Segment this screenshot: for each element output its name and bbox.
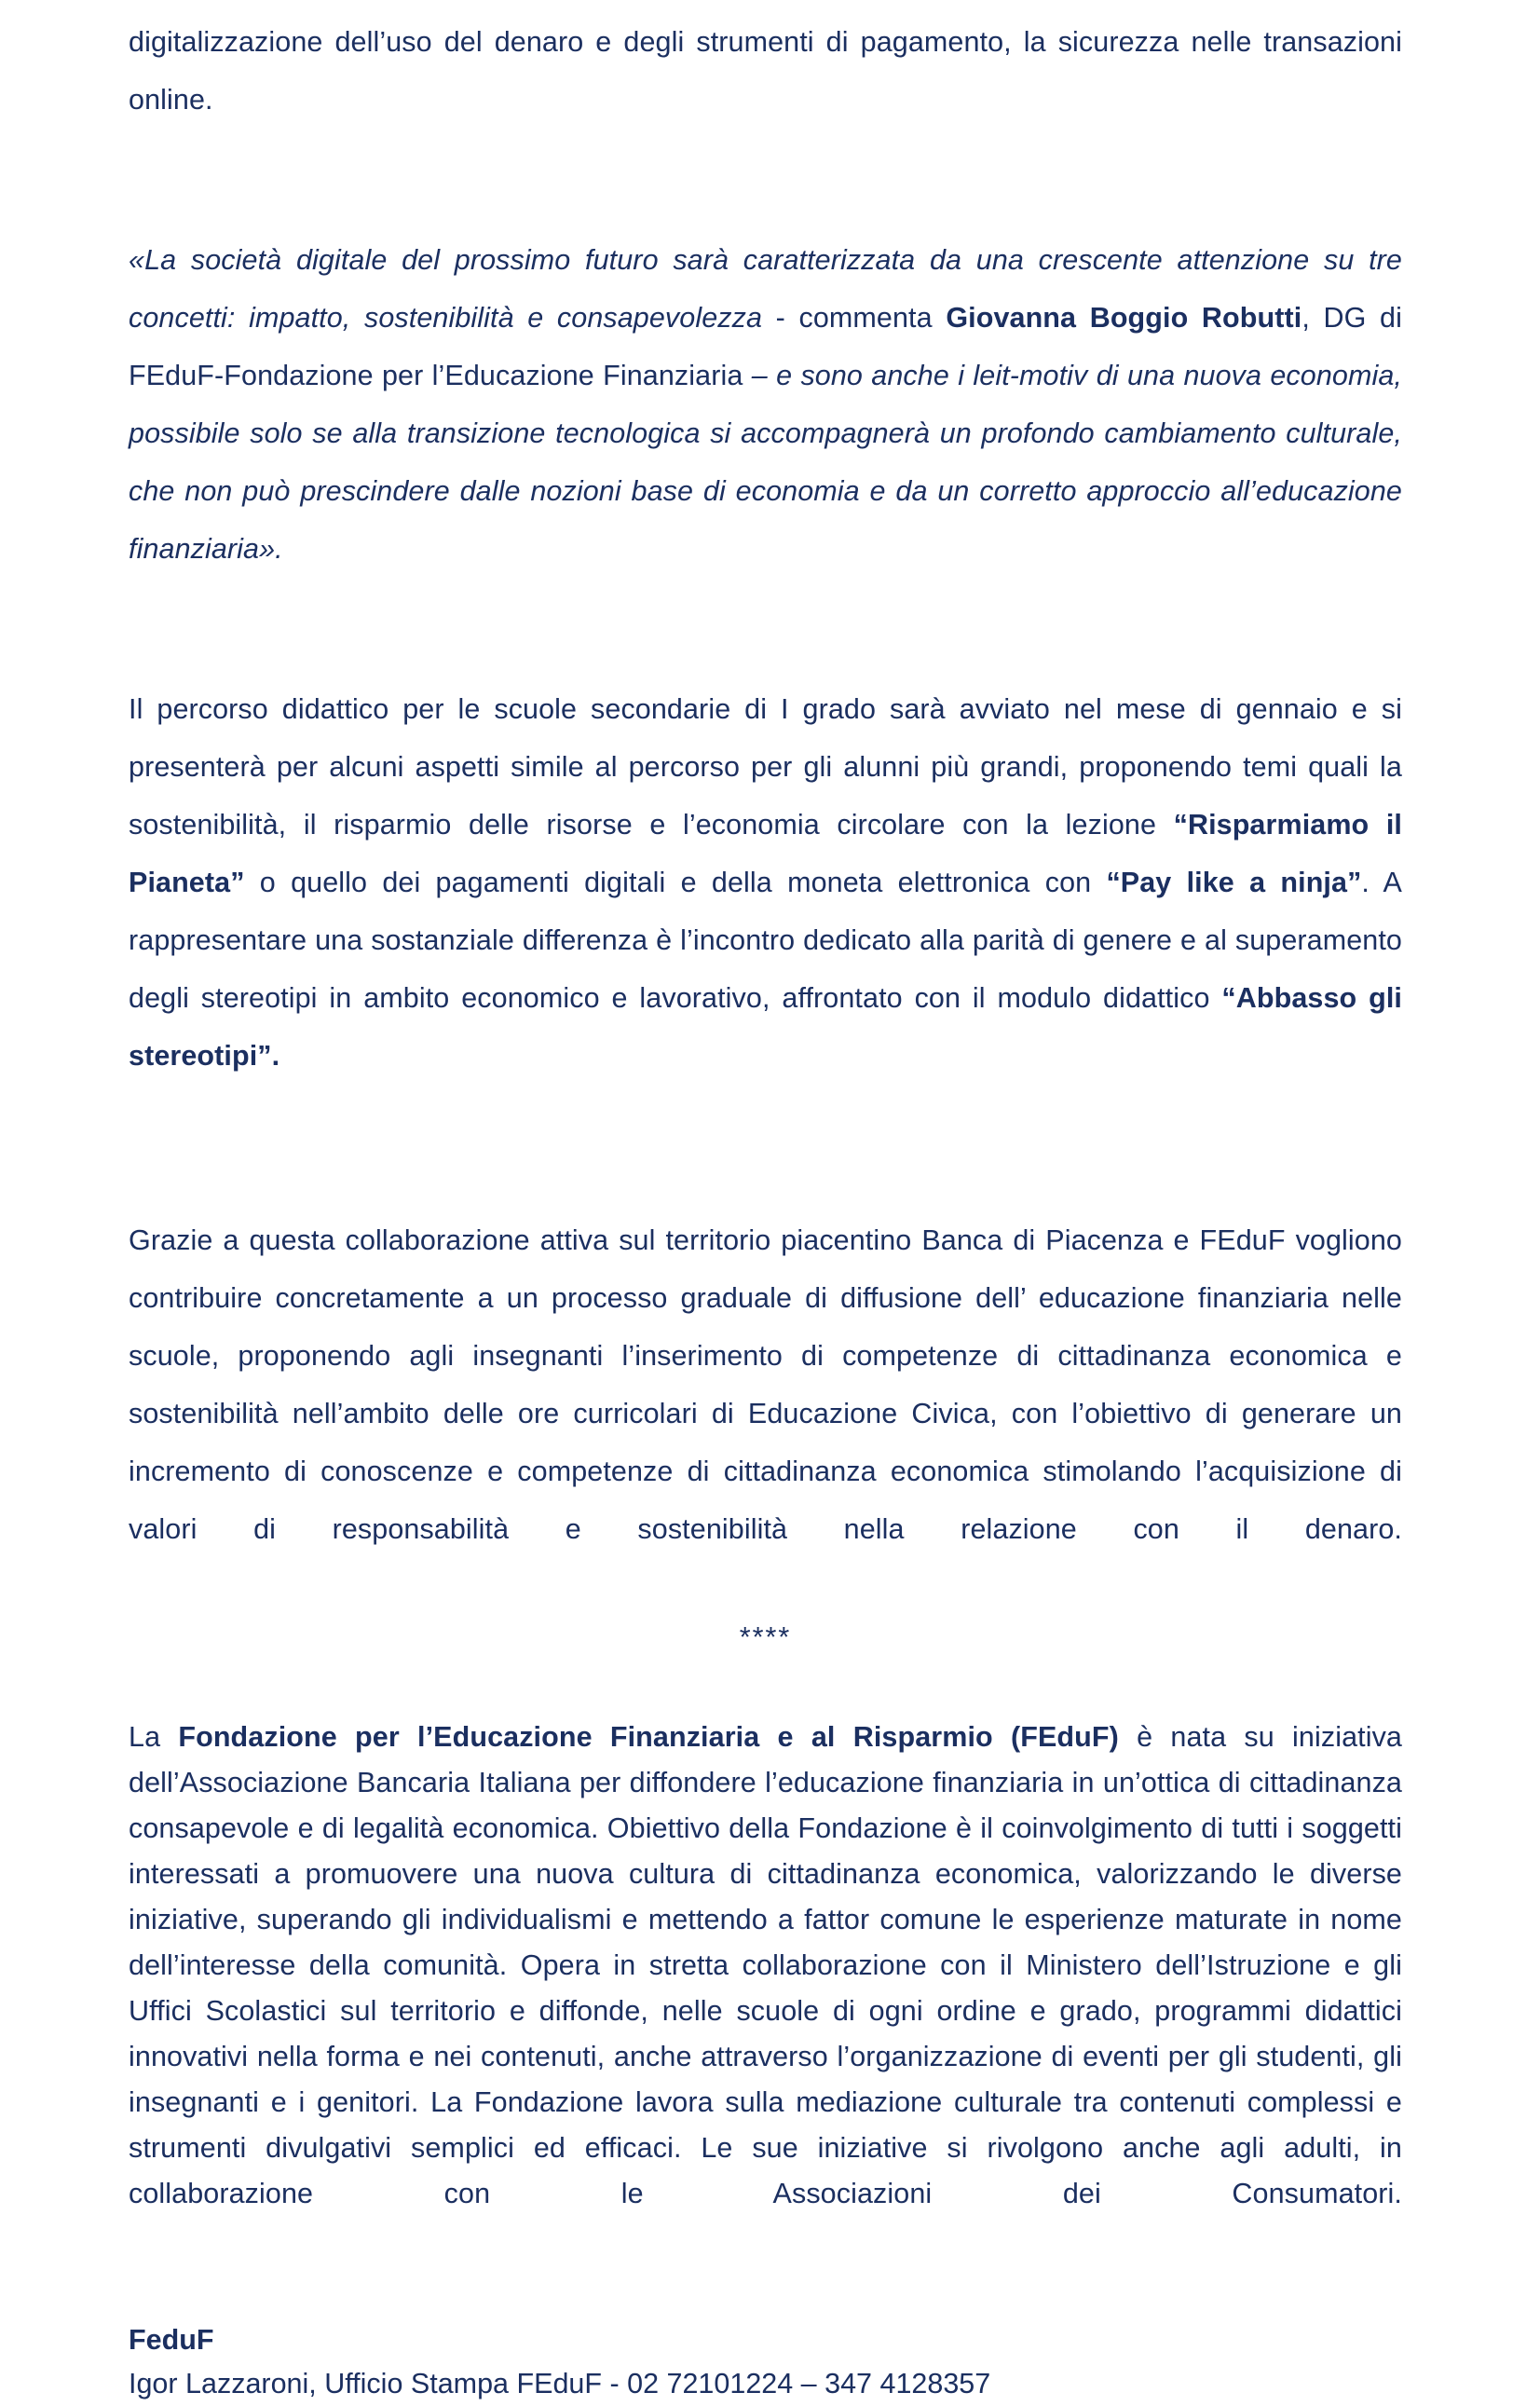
quote-italic-opening: «La società digitale del prossimo futuro sarà caratterizzata da una crescente attenzione su tre concetti: impatto, sostenibilità e consapevolezza	[129, 244, 1402, 334]
spacer	[129, 2262, 1402, 2318]
footer-organization-name: FeduF	[129, 2324, 214, 2356]
feduf-full-name: Fondazione per l’Educazione Finanziaria e al Risparmio (FEduF)	[178, 1721, 1119, 1753]
section-divider-asterisks: ****	[739, 1621, 792, 1653]
percorso-plain-3: . A rappresentare una sostanziale differenza è l’incontro dedicato alla parità di genere e al superamento degli stereotipi in ambito economico e lavorativo, affrontato con il modulo didattico	[129, 867, 1402, 1014]
paragraph-about-feduf	[129, 1715, 1402, 2262]
spacer	[129, 186, 1402, 231]
quote-plain-commenta: - commenta	[762, 302, 947, 334]
paragraph-text: digitalizzazione dell’uso del denaro e degli strumenti di pagamento, la sicurezza nelle transazioni online.	[129, 26, 1402, 116]
paragraph-digitalizzazione	[129, 13, 1402, 186]
spacer	[129, 1659, 1402, 1715]
paragraph-grazie-collaborazione	[129, 1211, 1402, 1616]
paragraph-quote-boggio-robutti	[129, 231, 1402, 636]
quote-plain-role: , DG di FEduF-Fondazione per l’Educazione Finanziaria	[129, 302, 1402, 391]
press-contact-block	[129, 2318, 1402, 2406]
percorso-plain-1: Il percorso didattico per le scuole secondarie di I grado sarà avviato nel mese di gennaio e si presenterà per alcuni aspetti simile al percorso per gli alunni più grandi, proponendo temi quali la sostenibilità, il risparmio delle risorse e l’economia circolare con la lezione	[129, 693, 1402, 841]
percorso-plain-2: o quello dei pagamenti digitali e della moneta elettronica con	[244, 867, 1107, 898]
document-body	[129, 13, 1402, 2406]
spacer	[129, 1142, 1402, 1211]
feduf-plain-1: La	[129, 1721, 179, 1753]
paragraph-percorso-didattico	[129, 680, 1402, 1142]
feduf-plain-2: è nata su iniziativa dell’Associazione Bancaria Italiana per diffondere l’educazione finanziaria in un’ottica di cittadinanza consapevole e di legalità economica. Obiettivo della Fondazione è il coinvolgimento di tutti i soggetti interessati a promuovere una nuova cultura di cittadinanza economica, valorizzando le diverse iniziative, superando gli individualismi e mettendo a fattor comune le esperienze maturate in nome dell’interesse della comunità. Opera in stretta collaborazione con il Ministero dell’Istruzione e gli Uffici Scolastici sul territorio e diffonde, nelle scuole di ogni ordine e grado, programmi didattici innovativi nella forma e nei contenuti, anche attraverso l’organizzazione di eventi per gli studenti, gli insegnanti e i genitori. La Fondazione lavora sulla mediazione culturale tra contenuti complessi e strumenti divulgativi semplici ed efficaci. Le sue iniziative si rivolgono anche agli adulti, in collaborazione con le Associazioni dei Consumatori.	[129, 1721, 1402, 2209]
quote-speaker-name: Giovanna Boggio Robutti	[946, 302, 1302, 334]
paragraph-text: Grazie a questa collaborazione attiva sul territorio piacentino Banca di Piacenza e FEduF vogliono contribuire concretamente a un processo graduale di diffusione dell’ educazione finanziaria nelle scuole, proponendo agli insegnanti l’inserimento di competenze di cittadinanza economica e sostenibilità nell’ambito delle ore curricolari di Educazione Civica, con l’obiettivo di generare un incremento di conoscenze e competenze di cittadinanza economica stimolando l’acquisizione di valori di responsabilità e sostenibilità nella relazione con il denaro.	[129, 1224, 1402, 1545]
lesson-title-abbasso-gli-stereotipi: “Abbasso gli stereotipi”.	[129, 982, 1402, 1072]
spacer	[129, 636, 1402, 680]
lesson-title-risparmiamo-il-pianeta: “Risparmiamo il Pianeta”	[129, 809, 1402, 898]
quote-italic-closing: – e sono anche i leit-motiv di una nuova economia, possibile solo se alla transizione tecnologica si accompagnerà un profondo cambiamento culturale, che non può prescindere dalle nozioni base di economia e da un corretto approccio all’educazione finanziaria».	[129, 360, 1402, 565]
lesson-title-pay-like-a-ninja: “Pay like a ninja”	[1106, 867, 1362, 898]
footer-contact-line: Igor Lazzaroni, Ufficio Stampa FEduF - 02 72101224 – 347 4128357	[129, 2368, 991, 2399]
